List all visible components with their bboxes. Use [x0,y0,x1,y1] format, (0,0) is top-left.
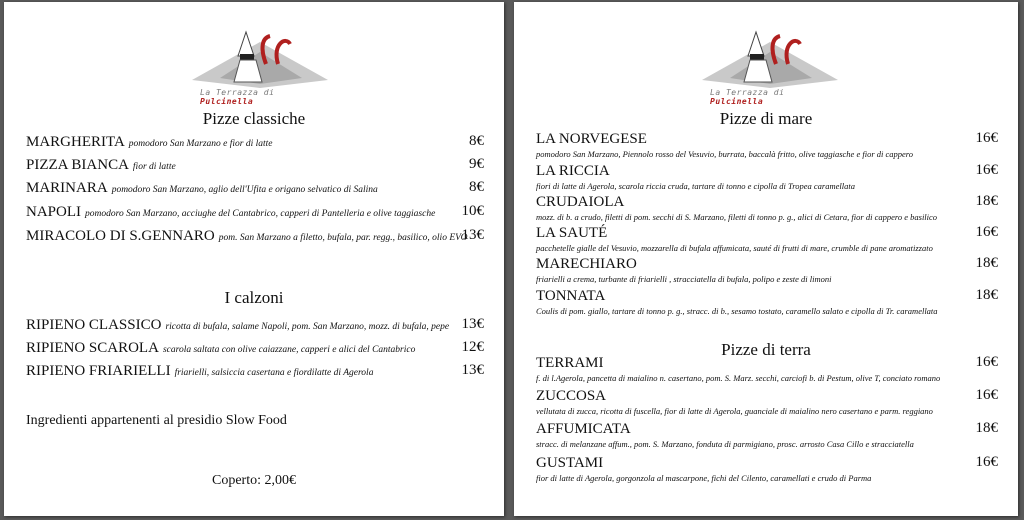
item-desc: pom. San Marzano a filetto, bufala, par. regg., basilico, olio EVO [218,233,468,243]
logo-text-b: Pulcinella [200,97,254,106]
menu-item [26,316,484,336]
item-price: 16€ [975,224,998,240]
section-title-calzoni: I calzoni [224,288,284,307]
item-price: 8€ [469,179,484,195]
menu-item [536,387,998,417]
menu-item [26,203,484,223]
logo-text-b: Pulcinella [710,97,764,106]
section-title-classiche: Pizze classiche [202,109,306,128]
item-price: 18€ [975,287,998,303]
item-price: 18€ [975,420,998,436]
menu-page-left [4,2,504,516]
item-desc: pomodoro San Marzano, aglio dell'Ufita e origano selvatico di Salina [111,185,378,195]
item-desc: pomodoro San Marzano e fior di latte [128,139,273,149]
item-desc: scarola saltata con olive caiazzane, capperi e alici del Cantabrico [162,345,416,355]
menu-item [536,162,998,192]
item-name: ZUCCOSA [536,388,607,404]
item-desc: mozz. di b. a crudo, filetti di pom. secchi di S. Marzano, filetti di tonno p. g., alici di Cetara, fior di cappero e basilico [536,212,938,222]
menu-item [26,227,484,247]
item-desc: vellutata di zucca, ricotta di fuscella, fior di latte di Agerola, guanciale di maialino nero casertano e parm. reggiano [536,406,933,416]
item-name: LA NORVEGESE [536,131,647,147]
item-name: GUSTAMI [536,455,604,471]
menu-item [536,255,998,285]
item-price: 13€ [461,227,484,243]
item-price: 9€ [469,156,484,172]
item-desc: fior di latte [132,162,176,172]
section-title-mare: Pizze di mare [719,109,813,128]
menu-item [26,133,484,153]
pulcinella-logo [190,28,330,106]
menu-item [26,156,484,176]
logo-text-a: La Terrazza di [710,88,785,97]
pulcinella-logo-icon [700,28,840,90]
item-desc: friarielli a crema, turbante di friarielli , stracciatella di bufala, polipo e zeste di limoni [536,274,832,284]
item-price: 18€ [975,255,998,271]
item-desc: ricotta di bufala, salame Napoli, pom. San Marzano, mozz. di bufala, pepe [165,322,450,332]
menu-item [536,130,998,160]
menu-item [536,224,998,254]
logo-wordmark [200,88,330,106]
item-desc: friarielli, salsiccia casertana e fiordilatte di Agerola [174,368,374,378]
menu-item [26,179,484,199]
item-name: AFFUMICATA [536,421,631,437]
item-name: TONNATA [536,288,606,304]
item-desc: f. di l.Agerola, pancetta di maialino n. casertano, pom. S. Marz. secchi, carciofi b. di Pestum, olive T, conciato romano [536,373,941,383]
item-price: 16€ [975,354,998,370]
menu-item [536,454,998,484]
menu-page-right [514,2,1018,516]
item-price: 12€ [461,339,484,355]
item-name: MARINARA [26,180,108,196]
item-name: MIRACOLO DI S.GENNARO [26,228,215,244]
logo-wordmark [710,88,840,106]
item-price: 16€ [975,130,998,146]
menu-item [536,287,998,317]
item-price: 16€ [975,387,998,403]
pulcinella-logo-icon [190,28,330,90]
coperto: Coperto: 2,00€ [212,473,296,488]
item-desc: pomodoro San Marzano, Piennolo rosso del Vesuvio, burrata, baccalà fritto, olive taggiasche e fior di cappero [536,149,914,159]
item-price: 13€ [461,362,484,378]
item-desc: pomodoro San Marzano, acciughe del Cantabrico, capperi di Pantelleria e olive taggiasche [85,209,436,219]
menu-item [536,354,998,384]
item-name: RIPIENO SCAROLA [26,340,159,356]
item-price: 16€ [975,162,998,178]
item-price: 10€ [461,203,484,219]
item-price: 13€ [461,316,484,332]
menu-item [536,193,998,223]
item-price: 16€ [975,454,998,470]
item-desc: fiori di latte di Agerola, scarola riccia cruda, tartare di tonno e cipolla di Tropea caramellata [536,181,855,191]
menu-item [26,339,484,359]
item-price: 8€ [469,133,484,149]
logo-text-a: La Terrazza di [200,88,275,97]
menu-item [26,362,484,382]
item-name: TERRAMI [536,355,604,371]
item-desc: fior di latte di Agerola, gorgonzola al mascarpone, fichi del Cilento, caramellati e crudo di Parma [536,473,872,483]
item-name: RIPIENO CLASSICO [26,317,162,333]
item-desc: pacchetelle gialle del Vesuvio, mozzarella di bufala affumicata, sauté di frutti di mare, crumble di pane aromatizzato [536,243,933,253]
menu-item [536,420,998,450]
item-name: MARECHIARO [536,256,637,272]
slow-food-note: Ingredienti appartenenti al presidio Slow Food [26,413,287,428]
item-price: 18€ [975,193,998,209]
item-desc: stracc. di melanzane affum., pom. S. Marzano, fonduta di parmigiano, prosc. arrosto Casa Cillo e stracciatella [536,439,914,449]
section-title-terra: Pizze di terra [721,340,811,359]
item-desc: Coulis di pom. giallo, tartare di tonno p. g., stracc. di b., sesamo tostato, caramello salato e cipolla di Tr. caramellata [536,306,938,316]
item-name: RIPIENO FRIARIELLI [26,363,171,379]
item-name: NAPOLI [26,204,81,220]
item-name: CRUDAIOLA [536,194,625,210]
item-name: LA SAUTÉ [536,225,608,241]
item-name: PIZZA BIANCA [26,157,129,173]
item-name: LA RICCIA [536,163,610,179]
item-name: MARGHERITA [26,134,125,150]
pulcinella-logo [700,28,840,106]
